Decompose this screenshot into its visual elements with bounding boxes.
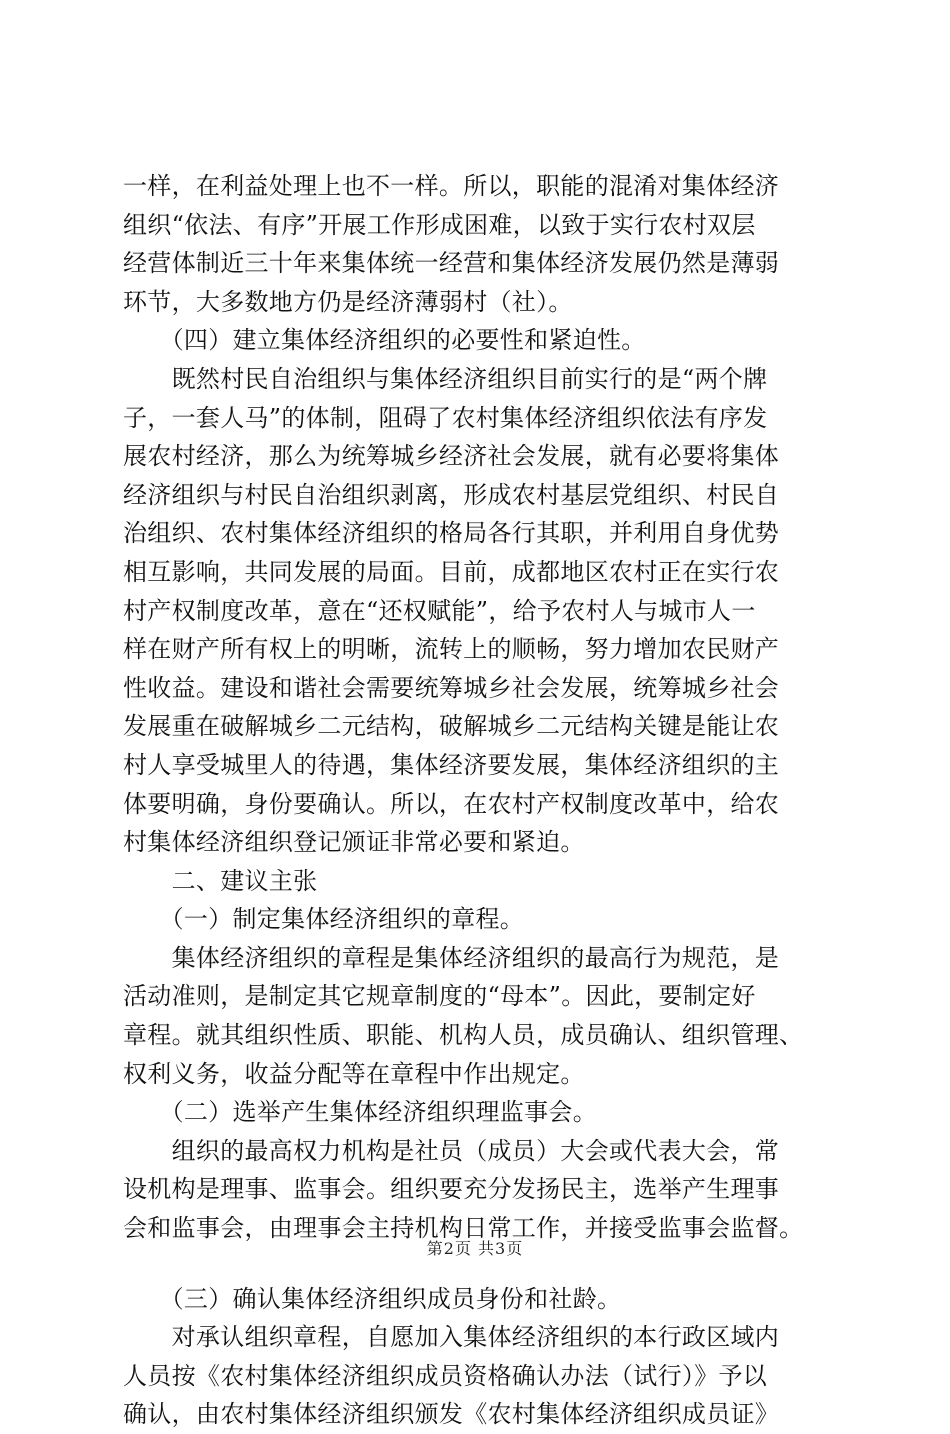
section-heading: （一）制定集体经济组织的章程。: [123, 905, 525, 934]
text-line: 集体经济组织的章程是集体经济组织的最高行为规范，是: [123, 943, 780, 972]
text-line: 组织“依法、有序”开展工作形成困难，以致于实行农村双层: [123, 210, 756, 239]
section-heading: （二）选举产生集体经济组织理监事会。: [123, 1098, 597, 1127]
text-line: 确认，由农村集体经济组织颁发《农村集体经济组织成员证》: [123, 1400, 780, 1429]
text-line: 权利义务，收益分配等在章程中作出规定。: [123, 1059, 585, 1088]
text-line: 展农村经济，那么为统筹城乡经济社会发展，就有必要将集体: [123, 442, 780, 471]
text-line: 经营体制近三十年来集体统一经营和集体经济发展仍然是薄弱: [123, 249, 780, 278]
text-line: 一样，在利益处理上也不一样。所以，职能的混淆对集体经济: [123, 172, 780, 200]
text-block-1: [123, 167, 833, 1248]
text-line: 活动准则，是制定其它规章制度的“母本”。因此，要制定好: [123, 982, 756, 1011]
text-line: 环节，大多数地方仍是经济薄弱村（社）。: [123, 287, 573, 316]
text-line: 会和监事会，由理事会主持机构日常工作，并接受监事会监督。: [123, 1214, 804, 1243]
text-line: 发展重在破解城乡二元结构，破解城乡二元结构关键是能让农: [123, 712, 780, 741]
section-heading: （三）确认集体经济组织成员身份和社龄。: [123, 1284, 622, 1313]
text-line: 既然村民自治组织与集体经济组织目前实行的是“两个牌: [123, 364, 768, 393]
page-footer: 第2页 共3页: [426, 1239, 524, 1258]
text-line: 经济组织与村民自治组织剥离，形成农村基层党组织、村民自: [123, 480, 780, 509]
text-line: 体要明确，身份要确认。所以，在农村产权制度改革中，给农: [123, 789, 780, 818]
text-line: 相互影响，共同发展的局面。目前，成都地区农村正在实行农: [123, 557, 780, 586]
text-line: 子，一套人马”的体制，阻碍了农村集体经济组织依法有序发: [123, 403, 768, 432]
text-line: 治组织、农村集体经济组织的格局各行其职，并利用自身优势: [123, 519, 780, 548]
text-line: 章程。就其组织性质、职能、机构人员，成员确认、组织管理、: [123, 1021, 804, 1050]
section-heading: （四）建立集体经济组织的必要性和紧迫性。: [123, 326, 646, 355]
text-line: 村人享受城里人的待遇，集体经济要发展，集体经济组织的主: [123, 750, 780, 779]
text-line: 村产权制度改革，意在“还权赋能”，给予农村人与城市人一: [123, 596, 756, 625]
text-line: 人员按《农村集体经济组织成员资格确认办法（试行）》予以: [123, 1361, 768, 1390]
text-line: 对承认组织章程，自愿加入集体经济组织的本行政区域内: [123, 1323, 780, 1352]
text-line: 样在财产所有权上的明晰，流转上的顺畅，努力增加农民财产: [123, 635, 780, 664]
text-line: 组织的最高权力机构是社员（成员）大会或代表大会，常: [123, 1136, 780, 1165]
text-line: 性收益。建设和谐社会需要统筹城乡社会发展，统筹城乡社会: [123, 673, 780, 702]
section-heading: 二、建议主张: [123, 866, 318, 895]
text-block-2: [123, 1280, 833, 1434]
text-line: 设机构是理事、监事会。组织要充分发扬民主，选举产生理事: [123, 1175, 780, 1204]
text-line: 村集体经济组织登记颁证非常必要和紧迫。: [123, 828, 585, 857]
